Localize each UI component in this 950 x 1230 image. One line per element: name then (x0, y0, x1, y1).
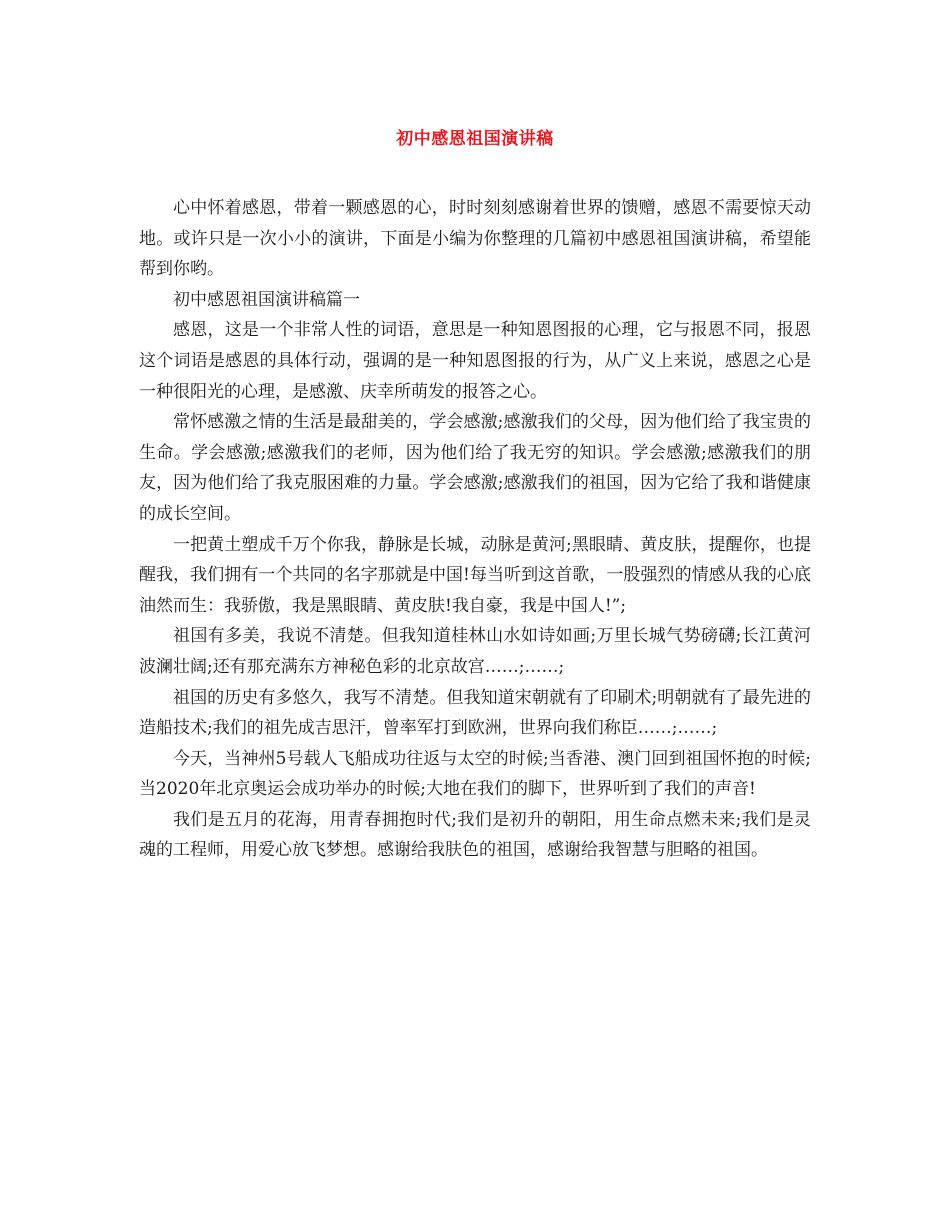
section-heading: 初中感恩祖国演讲稿篇一 (173, 289, 360, 310)
paragraph: 一把黄土塑成千万个你我，静脉是长城，动脉是黄河;黑眼睛、黄皮肤，提醒你，也提醒我，我们拥有一个共同的名字那就是中国!每当听到这首歌，一股强烈的情感从我的心底油然而生：我骄傲，我是黑眼睛、黄皮肤!我自豪，我是中国人!”; (139, 534, 811, 616)
document-title: 初中感恩祖国演讲稿 (396, 129, 554, 149)
paragraph: 常怀感激之情的生活是最甜美的，学会感激;感激我们的父母，因为他们给了我宝贵的生命。学会感激;感激我们的老师，因为他们给了我无穷的知识。学会感激;感激我们的朋友，因为他们给了我克服困难的力量。学会感激;感激我们的祖国，因为它给了我和谐健康的成长空间。 (139, 412, 811, 524)
paragraph: 祖国的历史有多悠久，我写不清楚。但我知道宋朝就有了印刷术;明朝就有了最先进的造船技术;我们的祖先成吉思汗，曾率军打到欧洲，世界向我们称臣……;……; (139, 687, 811, 739)
paragraph: 我们是五月的花海，用青春拥抱时代;我们是初升的朝阳，用生命点燃未来;我们是灵魂的工程师，用爱心放飞梦想。感谢给我肤色的祖国，感谢给我智慧与胆略的祖国。 (139, 809, 811, 861)
paragraph-intro: 心中怀着感恩，带着一颗感恩的心，时时刻刻感谢着世界的馈赠，感恩不需要惊天动地。或许只是一次小小的演讲，下面是小编为你整理的几篇初中感恩祖国演讲稿，希望能帮到你哟。 (139, 198, 811, 280)
document-body (139, 193, 811, 866)
paragraph: 祖国有多美，我说不清楚。但我知道桂林山水如诗如画;万里长城气势磅礴;长江黄河波澜壮阔;还有那充满东方神秘色彩的北京故宫……;……; (139, 626, 811, 677)
paragraph: 今天，当神州5号载人飞船成功往返与太空的时候;当香港、澳门回到祖国怀抱的时候;当2020年北京奥运会成功举办的时候;大地在我们的脚下，世界听到了我们的声音! (139, 748, 811, 800)
paragraph: 感恩，这是一个非常人性的词语，意思是一种知恩图报的心理，它与报恩不同，报恩这个词语是感恩的具体行动，强调的是一种知恩图报的行为，从广义上来说，感恩之心是一种很阳光的心理，是感激、庆幸所萌发的报答之心。 (139, 320, 811, 402)
